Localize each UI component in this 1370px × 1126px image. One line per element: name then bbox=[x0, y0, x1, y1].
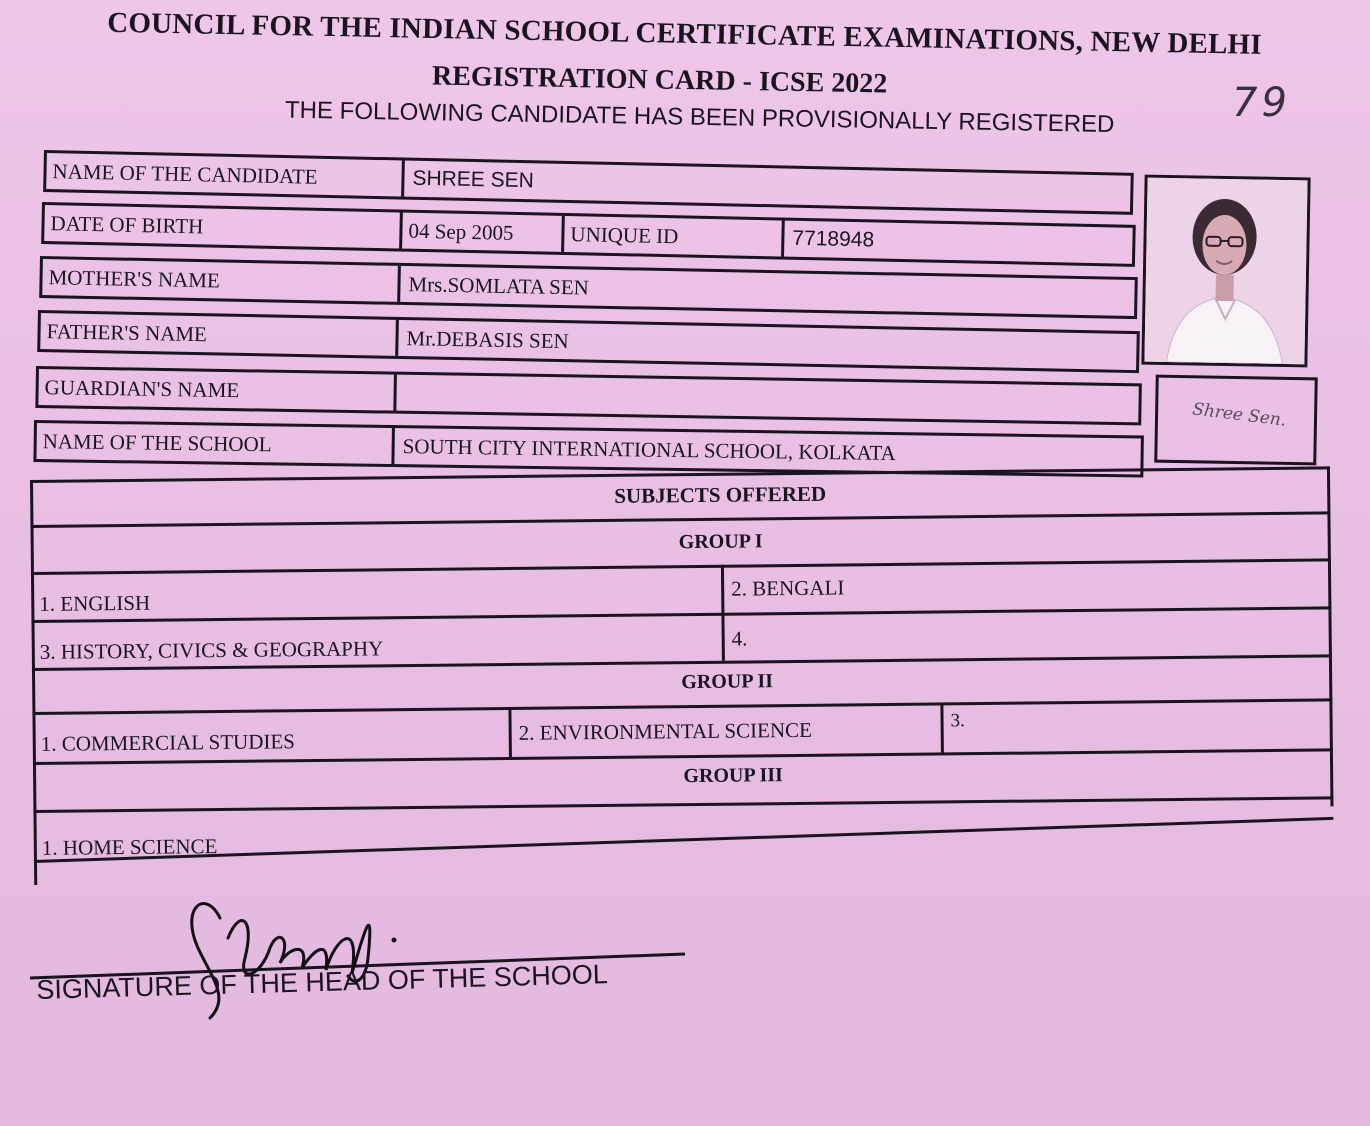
candidate-signature-box bbox=[1154, 375, 1318, 466]
group-1-subject-2: 2. BENGALI bbox=[731, 575, 845, 601]
school-name-row bbox=[33, 420, 1143, 477]
candidate-photo-image bbox=[1144, 178, 1307, 365]
council-heading: COUNCIL FOR THE INDIAN SCHOOL CERTIFICATE EXAMINATIONS, NEW DELHI bbox=[107, 6, 1263, 61]
subjects-heading: SUBJECTS OFFERED bbox=[614, 481, 827, 508]
head-signature-label: SIGNATURE OF THE HEAD OF THE SCHOOL bbox=[36, 959, 609, 1005]
unique-id-value: 7718948 bbox=[792, 226, 875, 252]
guardian-name-label: GUARDIAN'S NAME bbox=[38, 369, 397, 411]
group-3-title: GROUP III bbox=[683, 764, 783, 788]
group-2-subject-3: 3. bbox=[950, 710, 965, 732]
mother-name-value: Mrs.SOMLATA SEN bbox=[408, 272, 590, 300]
group-3-subject-1: 1. HOME SCIENCE bbox=[41, 834, 218, 860]
dob-value: 04 Sep 2005 bbox=[402, 213, 565, 252]
dob-label: DATE OF BIRTH bbox=[44, 205, 403, 248]
father-name-label: FATHER'S NAME bbox=[40, 313, 399, 356]
guardian-name-row bbox=[35, 366, 1142, 425]
school-name-value: SOUTH CITY INTERNATIONAL SCHOOL, KOLKATA bbox=[402, 434, 896, 466]
serial-number: 79 bbox=[1232, 80, 1291, 126]
group-2-subject-1: 1. COMMERCIAL STUDIES bbox=[40, 729, 296, 756]
head-signature-mark bbox=[30, 878, 690, 1028]
guardian-name-value bbox=[396, 375, 1138, 423]
candidate-name-label: NAME OF THE CANDIDATE bbox=[46, 153, 405, 196]
group-1-subject-4: 4. bbox=[731, 626, 748, 651]
group-2-title: GROUP II bbox=[681, 670, 774, 694]
father-name-row bbox=[37, 310, 1140, 373]
father-name-value: Mr.DEBASIS SEN bbox=[406, 326, 569, 354]
card-title: REGISTRATION CARD - ICSE 2022 bbox=[431, 60, 888, 100]
group-1-subject-3: 3. HISTORY, CIVICS & GEOGRAPHY bbox=[39, 636, 384, 664]
group-1-title: GROUP I bbox=[678, 530, 763, 554]
dob-row bbox=[41, 202, 1136, 267]
subjects-table bbox=[30, 466, 1334, 885]
candidate-name-value: SHREE SEN bbox=[412, 166, 535, 193]
registration-subtitle: THE FOLLOWING CANDIDATE HAS BEEN PROVISIONALLY REGISTERED bbox=[284, 96, 1115, 139]
candidate-photo bbox=[1141, 175, 1310, 368]
unique-id-label: UNIQUE ID bbox=[564, 216, 785, 257]
candidate-signature: Shree Sen. bbox=[1191, 399, 1288, 431]
group-1-subject-1: 1. ENGLISH bbox=[39, 590, 151, 616]
group-2-subject-2: 2. ENVIRONMENTAL SCIENCE bbox=[518, 717, 813, 745]
mother-name-row bbox=[39, 256, 1138, 319]
mother-name-label: MOTHER'S NAME bbox=[42, 259, 401, 302]
school-name-label: NAME OF THE SCHOOL bbox=[36, 423, 394, 464]
